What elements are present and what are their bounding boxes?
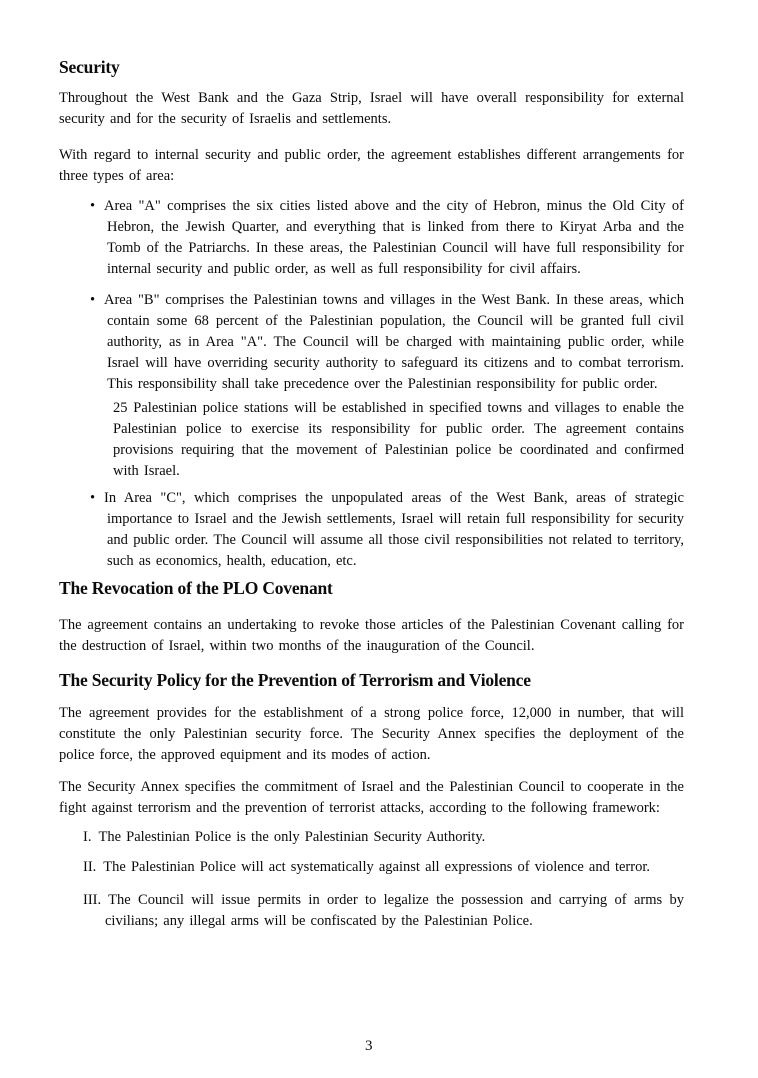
- framework-item-3: [59, 890, 684, 932]
- framework-item-1: [59, 827, 684, 848]
- paragraph-security-policy-2: The Security Annex specifies the commitment of Israel and the Palestinian Council to cooperate in the fight against terrorism and the prevention of terrorist attacks, according to the following framework:: [59, 779, 684, 816]
- bullet-area-a-text: Area "A" comprises the six cities listed above and the city of Hebron, minus the Old City of Hebron, the Jewish Quarter, and everything that is linked from there to Kiryat Arba and the Tomb of the Patriarchs. In these areas, the Palestinian Council will have full responsibility for internal security and public order, as well as full responsibility for civil affairs.: [104, 198, 684, 277]
- framework-item-3-numeral: III.: [83, 892, 102, 908]
- document-content: [59, 57, 684, 932]
- framework-item-3-text: The Council will issue permits in order to legalize the possession and carrying of arms by civilians; any illegal arms will be confiscated by the Palestinian Police.: [105, 892, 684, 929]
- bullet-area-c: [59, 488, 684, 572]
- framework-item-2: [59, 857, 684, 878]
- framework-item-2-numeral: II.: [83, 859, 97, 875]
- bullet-icon: •: [90, 198, 96, 214]
- bullet-area-b-text: Area "B" comprises the Palestinian towns and villages in the West Bank. In these areas, which contain some 68 percent of the Palestinian population, the Council will be granted full civil authority, as in Area "A". The Council will be charged with maintaining public order, while Israel will have overriding security authority to safeguard its citizens and to combat terrorism. This responsibility shall take precedence over the Palestinian responsibility for public order.: [104, 292, 684, 392]
- section-heading-security: Security: [59, 57, 120, 77]
- framework-item-1-text: The Palestinian Police is the only Palestinian Security Authority.: [98, 829, 486, 845]
- paragraph-security-1: Throughout the West Bank and the Gaza Strip, Israel will have overall responsibility for external security and for the security of Israelis and settlements.: [59, 90, 684, 127]
- paragraph-revocation-1: The agreement contains an undertaking to revoke those articles of the Palestinian Covenant calling for the destruction of Israel, within two months of the inauguration of the Council.: [59, 617, 684, 654]
- bullet-area-b: [59, 290, 684, 395]
- paragraph-area-b-note: 25 Palestinian police stations will be established in specified towns and villages to enable the Palestinian police to exercise its responsibility for public order. The agreement contains provisions requiring that the movement of Palestinian police be coordinated and confirmed with Israel.: [113, 400, 684, 479]
- bullet-icon: •: [90, 490, 96, 506]
- framework-item-2-text: The Palestinian Police will act systematically against all expressions of violence and terror.: [103, 859, 650, 875]
- bullet-area-a: [59, 196, 684, 280]
- section-heading-security-policy: The Security Policy for the Prevention of Terrorism and Violence: [59, 670, 531, 690]
- bullet-icon: •: [90, 292, 96, 308]
- section-heading-revocation: The Revocation of the PLO Covenant: [59, 578, 333, 598]
- bullet-area-c-text: In Area "C", which comprises the unpopulated areas of the West Bank, areas of strategic importance to Israel and the Jewish settlements, Israel will retain full responsibility for security and public order. The Council will assume all those civil responsibilities not related to territory, such as economics, health, education, etc.: [104, 490, 684, 569]
- paragraph-security-policy-1: The agreement provides for the establishment of a strong police force, 12,000 in number, that will constitute the only Palestinian security force. The Security Annex specifies the deployment of the police force, the approved equipment and its modes of action.: [59, 705, 684, 763]
- page-number: 3: [365, 1038, 373, 1054]
- framework-item-1-numeral: I.: [83, 829, 92, 845]
- paragraph-security-2: With regard to internal security and public order, the agreement establishes different arrangements for three types of area:: [59, 147, 684, 184]
